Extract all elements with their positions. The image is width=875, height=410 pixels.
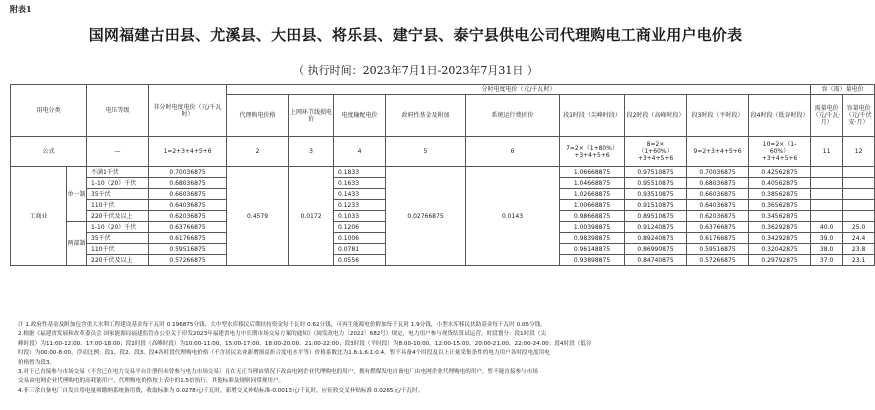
nontou-cell: 0.57266875 — [149, 255, 227, 266]
flat-cell: 0.57266875 — [687, 255, 749, 266]
formula-c12: 12 — [843, 137, 875, 167]
capacity-cell: 23.8 — [843, 244, 875, 255]
voltage-cell: 1-10（20）千伏 — [87, 222, 149, 233]
voltage-cell: 不满1千伏 — [87, 167, 149, 178]
execution-period: （ 执行时间：2023年7月1日-2023年7月31日 ） — [293, 64, 538, 77]
note-line: 3.对于已直接参与市场交易（不含已在电力交易平台注册但未曾参与电力市场交易）且在无正当理由情况下改由电网企业代理购电的用户，拥有燃煤发电自备电厂由电网企业代理购电的用户，暂不能直接参与市场 — [18, 369, 538, 376]
capacity-cell — [843, 167, 875, 178]
demand-cell — [811, 167, 843, 178]
demand-cell: 37.0 — [811, 255, 843, 266]
formula-c8-line2: （1+60%） — [638, 148, 673, 155]
agency-price-cell: 0.4579 — [227, 167, 289, 266]
capacity-cell — [843, 189, 875, 200]
note-line: 时段）为00:00-8:00，浮动比例：段1、段2、段3、段4各时段代理购电价格（不含居民农业新增损益折合度电水平等）价格系数比为1.8:1.6:1:0.4。暂不具备4个时段及以上计量采集条件的电力用户各时段电度用电 — [18, 350, 550, 357]
nontou-cell: 0.66036875 — [149, 189, 227, 200]
grid-fee-cell: 0.1206 — [334, 222, 386, 233]
grid-fee-cell: 0.0556 — [334, 255, 386, 266]
peak-sharp-cell: 1.04668875 — [560, 178, 625, 189]
formula-c2: 2 — [227, 137, 289, 167]
flat-cell: 0.61766875 — [687, 233, 749, 244]
voltage-cell: 110千伏 — [87, 200, 149, 211]
peak-sharp-cell: 0.98398875 — [560, 233, 625, 244]
header-transmission-loss: 上网环节线损电价 — [289, 95, 334, 137]
nontou-cell: 0.62036875 — [149, 211, 227, 222]
valley-cell: 0.40562875 — [749, 178, 811, 189]
category-label: 工商业 — [11, 167, 67, 266]
flat-cell: 0.63766875 — [687, 222, 749, 233]
table-row — [11, 167, 875, 178]
flat-cell: 0.70036875 — [687, 167, 749, 178]
voltage-cell: 1-10（20）千伏 — [87, 178, 149, 189]
capacity-cell: 24.4 — [843, 233, 875, 244]
grid-fee-cell: 0.1033 — [334, 211, 386, 222]
valley-cell: 0.34562875 — [749, 211, 811, 222]
formula-c4: 4 — [334, 137, 386, 167]
grid-fee-cell: 0.1233 — [334, 200, 386, 211]
header-valley: 段4时段（低谷时段） — [749, 95, 811, 137]
header-capacity-group: 容（需）量电价 — [811, 85, 875, 95]
capacity-cell: 23.1 — [843, 255, 875, 266]
formula-c10 — [749, 137, 811, 167]
header-flat: 段3时段（平时段） — [687, 95, 749, 137]
gov-fund-cell: 0.02766875 — [386, 167, 466, 266]
grid-fee-cell: 0.1433 — [334, 189, 386, 200]
valley-cell: 0.34292875 — [749, 233, 811, 244]
flat-cell: 0.62036875 — [687, 211, 749, 222]
header-nontou-price: 非分时电度电价（元/千瓦时） — [149, 85, 227, 137]
capacity-cell — [843, 200, 875, 211]
header-grid-fee: 电度输配电价 — [334, 95, 386, 137]
formula-c10-line2: 60%） — [769, 148, 790, 155]
header-gov-fund: 政府性基金及附加 — [386, 95, 466, 137]
peak-sharp-cell: 0.98668875 — [560, 211, 625, 222]
formula-c7-line2: +3+4+5+6 — [574, 151, 610, 159]
demand-cell: 40.0 — [811, 222, 843, 233]
notes-section — [18, 321, 818, 396]
peak-sharp-cell: 1.00398875 — [560, 222, 625, 233]
grid-fee-cell: 0.0781 — [334, 244, 386, 255]
peak-cell: 0.89510875 — [625, 211, 687, 222]
peak-cell: 0.97510875 — [625, 167, 687, 178]
demand-cell: 39.0 — [811, 233, 843, 244]
note-line: 4.非三余自备电厂自发自用电量须缴纳系统备用费，收取标准为 0.0278元/千瓦时，新增交叉补贴标准-0.0013元/千瓦时，应征收交叉补贴标准 0.0265元/千瓦时。 — [18, 387, 424, 394]
valley-cell: 0.38562875 — [749, 189, 811, 200]
header-capacity: 容量电价（元/千伏安·月） — [843, 95, 875, 137]
transmission-cell: 0.0172 — [289, 167, 334, 266]
nontou-cell: 0.63766875 — [149, 222, 227, 233]
valley-cell: 0.32042875 — [749, 244, 811, 255]
nontou-cell: 0.61766875 — [149, 233, 227, 244]
formula-c10-line3: +3+4+5+6 — [761, 155, 798, 162]
flat-cell: 0.68036875 — [687, 178, 749, 189]
demand-cell — [811, 178, 843, 189]
formula-label: 公式 — [11, 137, 87, 167]
grid-fee-cell: 0.1006 — [334, 233, 386, 244]
flat-cell: 0.66036875 — [687, 189, 749, 200]
note-line: 峰时段）为11:00-12:00、17:00-18:00；段2时段（高峰时段）为10:00-11:00、15:00-17:00、18:00-20:00、21:00-22:00；段3时段（平时段）为8:00-10:00、12:00-15:00、20:00-21:00、22:00-24:00；段4时段（低谷 — [18, 340, 592, 347]
valley-cell: 0.36292875 — [749, 222, 811, 233]
nontou-cell: 0.68036875 — [149, 178, 227, 189]
header-demand: 需量电价（元/千瓦·月） — [811, 95, 843, 137]
formula-nontou: 1=2+3+4+5+6 — [149, 137, 227, 167]
demand-cell — [811, 189, 843, 200]
header-system-fee: 系统运行费折价 — [466, 95, 560, 137]
peak-cell: 0.86990875 — [625, 244, 687, 255]
demand-cell — [811, 211, 843, 222]
price-table — [10, 84, 875, 266]
capacity-cell: 25.0 — [843, 222, 875, 233]
peak-cell: 0.84740875 — [625, 255, 687, 266]
peak-cell: 0.91510875 — [625, 200, 687, 211]
header-agency-price: 代理购电价格 — [227, 95, 289, 137]
formula-c9: 9=2+3+4+5+6 — [687, 137, 749, 167]
note-line: 价格暂为段3。 — [18, 359, 56, 366]
header-voltage: 电压等级 — [87, 85, 149, 137]
header-category: 用电分类 — [11, 85, 87, 137]
peak-sharp-cell: 1.02668875 — [560, 189, 625, 200]
valley-cell: 0.36562875 — [749, 200, 811, 211]
valley-cell: 0.29792875 — [749, 255, 811, 266]
nontou-cell: 0.64036875 — [149, 200, 227, 211]
nontou-cell: 0.70036875 — [149, 167, 227, 178]
peak-sharp-cell: 0.93898875 — [560, 255, 625, 266]
page-title: 国网福建古田县、尤溪县、大田县、将乐县、建宁县、泰宁县供电公司代理购电工商业用户电价表 — [88, 26, 743, 44]
formula-voltage: — — [87, 137, 149, 167]
voltage-cell: 110千伏 — [87, 244, 149, 255]
flat-cell: 0.59516875 — [687, 244, 749, 255]
peak-sharp-cell: 1.06668875 — [560, 167, 625, 178]
peak-cell: 0.89240875 — [625, 233, 687, 244]
formula-c3: 3 — [289, 137, 334, 167]
capacity-cell — [843, 178, 875, 189]
header-peak-sharp: 段1时段（尖峰时段） — [560, 95, 625, 137]
note-line: 交易由电网企业代理购电的高耗能用户，代理购电价格按上表中的1.5倍执行，其他标准及规则同常规用户。 — [18, 378, 285, 385]
peak-cell: 0.91240875 — [625, 222, 687, 233]
peak-cell: 0.95510875 — [625, 178, 687, 189]
grid-fee-cell: 0.1833 — [334, 167, 386, 178]
demand-cell — [811, 200, 843, 211]
grid-fee-cell: 0.1633 — [334, 178, 386, 189]
formula-c11: 11 — [811, 137, 843, 167]
formula-c8-line1: 8=2× — [646, 141, 665, 148]
note-line: 注 1.政府性基金及附加包含重大水利工程建设基金每千瓦时 0.196875分钱，大中型水库移民后期扶持资金每千瓦时 0.62分钱，可再生能源电价附加每千瓦时 1.9分钱，小型水库移民扶助基金每千瓦时 0.05分钱。 — [18, 322, 546, 328]
formula-c7-line1: 7=2×（1+80%） — [566, 144, 618, 152]
peak-sharp-cell: 0.96148875 — [560, 244, 625, 255]
formula-c8-line3: +3+4+5+6 — [637, 155, 674, 162]
peak-cell: 0.93510875 — [625, 189, 687, 200]
annex-label: 附表1 — [10, 4, 32, 14]
formula-c8 — [625, 137, 687, 167]
single-label: 单一制 — [67, 167, 87, 222]
formula-c10-line1: 10=2×（1- — [762, 141, 797, 148]
system-fee-cell: 0.0143 — [466, 167, 560, 266]
header-peak: 段2时段（高峰时段） — [625, 95, 687, 137]
capacity-cell — [843, 211, 875, 222]
voltage-cell: 35千伏 — [87, 233, 149, 244]
demand-cell: 38.0 — [811, 244, 843, 255]
header-tou-group: 分时电度电价（元/千瓦时） — [227, 85, 811, 95]
formula-c6: 6 — [466, 137, 560, 167]
peak-sharp-cell: 1.00668875 — [560, 200, 625, 211]
formula-c7 — [560, 137, 625, 167]
formula-row — [11, 137, 875, 167]
nontou-cell: 0.59516875 — [149, 244, 227, 255]
voltage-cell: 35千伏 — [87, 189, 149, 200]
voltage-cell: 220千伏及以上 — [87, 255, 149, 266]
flat-cell: 0.64036875 — [687, 200, 749, 211]
voltage-cell: 220千伏及以上 — [87, 211, 149, 222]
formula-c5: 5 — [386, 137, 466, 167]
note-line: 2.根据《福建省发展和改革委员会 国家能源局福建监管办公室关于印发2023年福建省电力中长期市场交易方案的通知》（闽发改电力〔2022〕682号）规定，电力用户参与现货结算试运营。时段划分：段1时段（尖 — [18, 331, 547, 338]
dual-label: 两部制 — [67, 222, 87, 266]
valley-cell: 0.42562875 — [749, 167, 811, 178]
